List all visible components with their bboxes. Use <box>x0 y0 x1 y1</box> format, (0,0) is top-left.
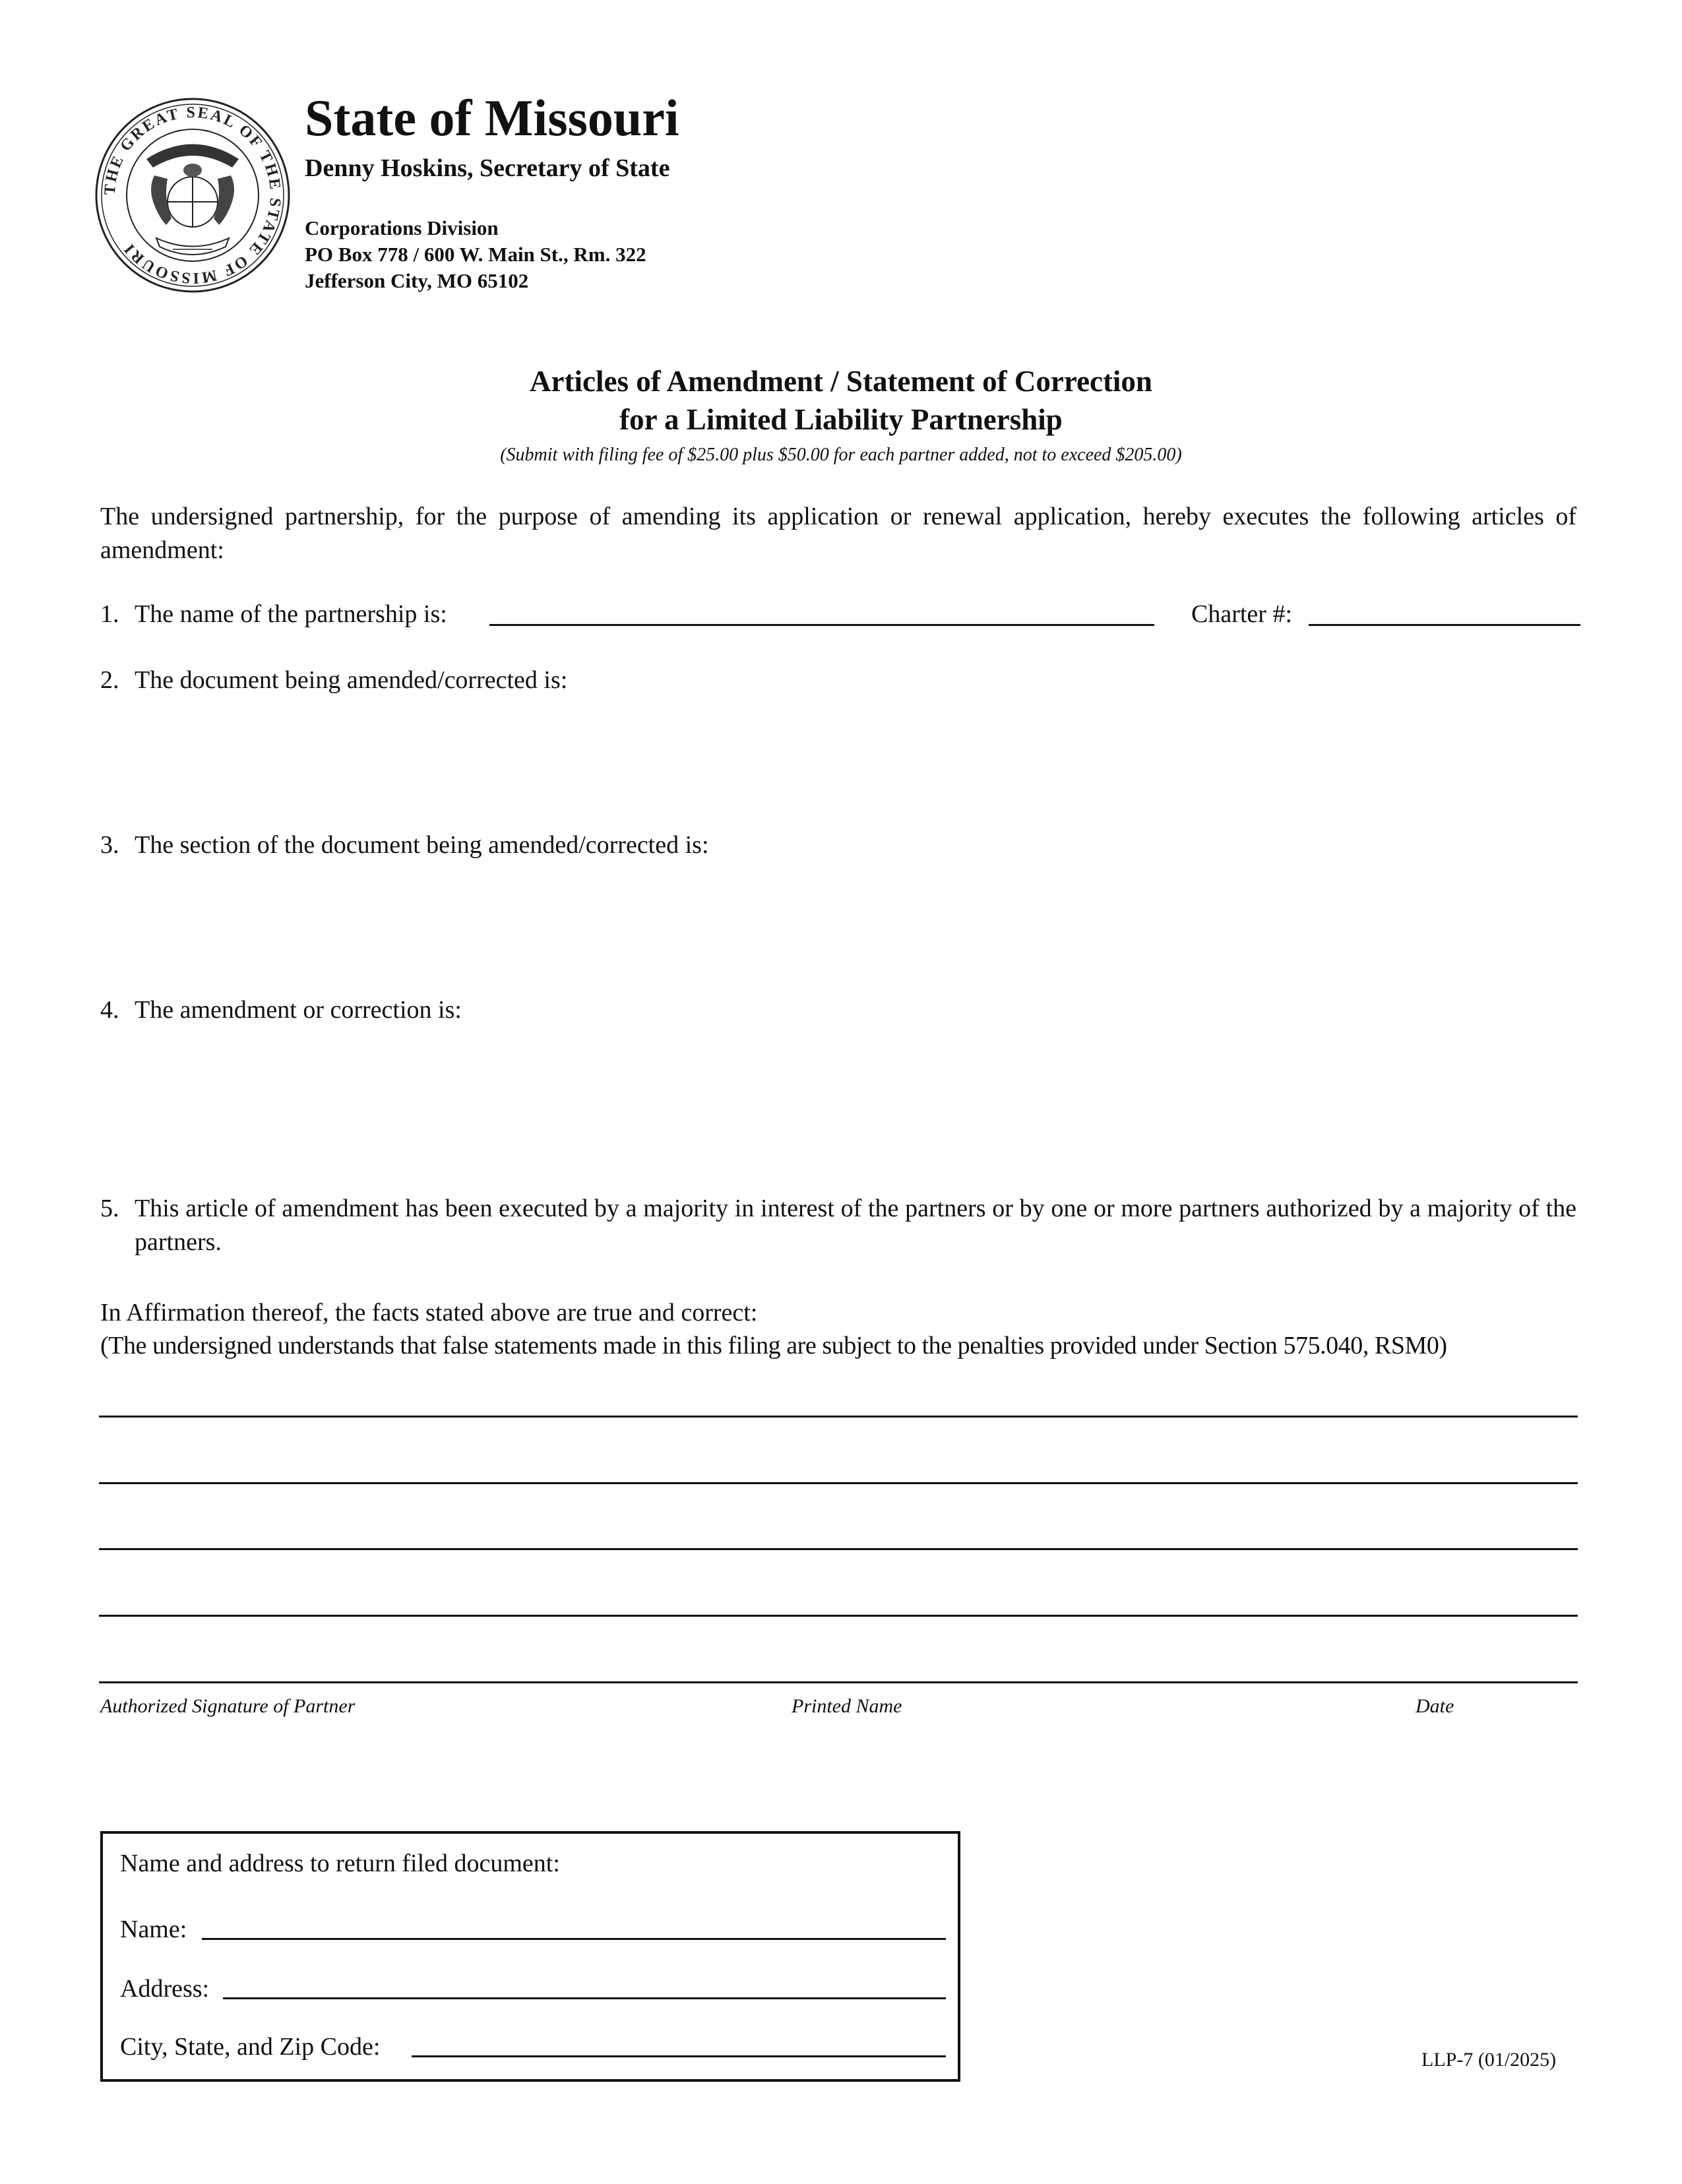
item-label: The name of the partnership is: <box>135 600 447 628</box>
item-number: 4. <box>100 996 119 1024</box>
date-label: Date <box>1416 1695 1454 1717</box>
penalty-note: (The undersigned understands that false statements made in this filing are subject to the penalties provided under Section 575.040, RSM0) <box>100 1332 1447 1359</box>
intro-paragraph: The undersigned partnership, for the purpose of amending its application or renewal application, hereby executes the following articles of amendment: <box>100 503 1576 564</box>
signature-line-3[interactable] <box>99 1548 1578 1550</box>
signature-label: Authorized Signature of Partner <box>100 1695 356 1717</box>
form-title-line-2: for a Limited Liability Partnership <box>619 403 1063 436</box>
item-number: 5. <box>100 1195 119 1222</box>
return-address-label: Address: <box>120 1975 210 2003</box>
document-amended-field[interactable] <box>133 701 1576 819</box>
return-address-field[interactable] <box>223 1997 946 1999</box>
charter-number-field[interactable] <box>1309 624 1580 626</box>
item-5 <box>100 1192 1576 1259</box>
partnership-name-field[interactable] <box>489 624 1154 626</box>
item-4 <box>100 993 462 1027</box>
item-label: The document being amended/corrected is: <box>135 666 568 694</box>
item-number: 1. <box>100 600 119 628</box>
address-line-2: Jefferson City, MO 65102 <box>305 269 529 292</box>
address-line-1: PO Box 778 / 600 W. Main St., Rm. 322 <box>305 243 646 266</box>
return-box-heading: Name and address to return filed document: <box>120 1850 560 1877</box>
item-label: This article of amendment has been executed by a majority in interest of the partners or by one or more partners authorized by a majority of the partners. <box>135 1195 1576 1256</box>
item-2 <box>100 664 567 697</box>
item-label: The section of the document being amended/corrected is: <box>135 831 709 859</box>
affirmation-text: In Affirmation thereof, the facts stated above are true and correct: <box>100 1299 758 1326</box>
secretary-of-state: Denny Hoskins, Secretary of State <box>305 154 670 182</box>
return-name-label: Name: <box>120 1916 187 1943</box>
division-name: Corporations Division <box>305 216 499 239</box>
seal-lettering: THE GREAT SEAL OF THE STATE OF MISSOURI <box>101 104 284 287</box>
item-number: 2. <box>100 666 119 694</box>
printed-name-label: Printed Name <box>792 1695 902 1717</box>
item-number: 3. <box>100 831 119 859</box>
state-title: State of Missouri <box>305 89 679 146</box>
fee-note: (Submit with filing fee of $25.00 plus $50.00 for each partner added, not to exceed $205.00) <box>500 445 1182 465</box>
signature-line-1[interactable] <box>99 1416 1578 1418</box>
amendment-text-field[interactable] <box>133 1030 1576 1182</box>
item-label: The amendment or correction is: <box>135 996 462 1024</box>
signature-line-5[interactable] <box>99 1681 1578 1683</box>
return-address-box <box>100 1831 960 2082</box>
signature-line-4[interactable] <box>99 1615 1578 1617</box>
return-city-label: City, State, and Zip Code: <box>120 2033 381 2061</box>
item-1 <box>100 598 447 631</box>
return-name-field[interactable] <box>202 1938 946 1940</box>
state-seal-icon <box>94 96 292 294</box>
section-amended-field[interactable] <box>133 865 1576 984</box>
signature-line-2[interactable] <box>99 1482 1578 1484</box>
form-code: LLP-7 (01/2025) <box>1421 2049 1557 2071</box>
return-city-field[interactable] <box>412 2055 946 2057</box>
item-3 <box>100 828 709 862</box>
charter-label: Charter #: <box>1191 600 1293 628</box>
form-title-line-1: Articles of Amendment / Statement of Correction <box>530 365 1152 398</box>
